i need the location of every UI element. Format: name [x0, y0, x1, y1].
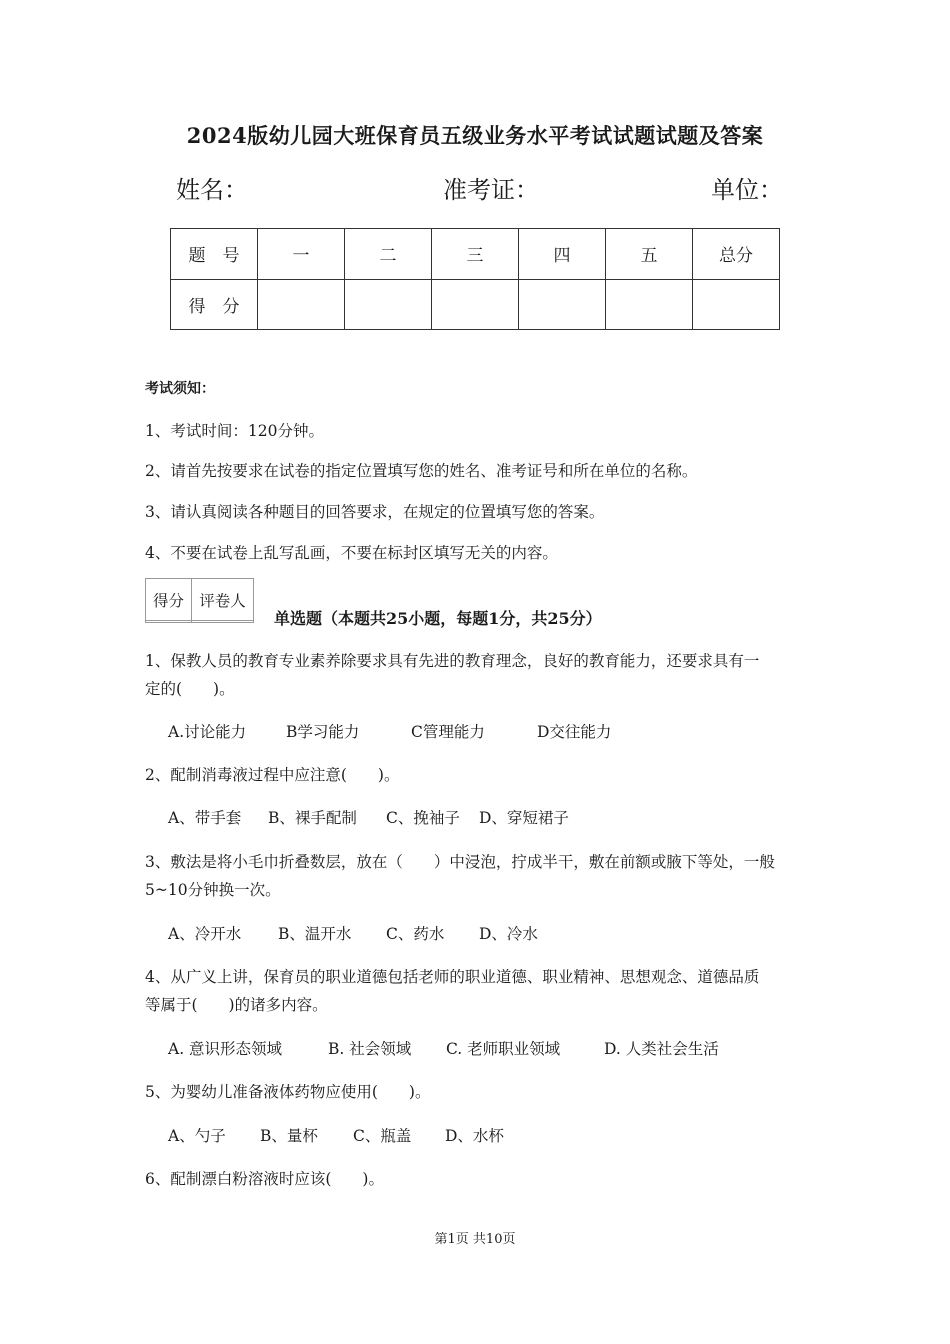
score-table	[170, 228, 780, 330]
score-row-label: 得 分	[171, 279, 258, 330]
option-d[interactable]: D. 人类社会生活	[604, 1040, 719, 1058]
option-a[interactable]: A、冷开水	[168, 925, 242, 943]
option-b[interactable]: B、量杯	[260, 1127, 318, 1145]
grader-box	[145, 578, 254, 623]
option-b[interactable]: B、温开水	[278, 925, 352, 943]
notice-heading: 考试须知：	[145, 381, 215, 397]
option-a[interactable]: A. 意识形态领域	[168, 1040, 283, 1058]
grader-reviewer-cell[interactable]	[192, 621, 254, 623]
question-line: 2、配制消毒液过程中应注意( )。	[145, 766, 400, 784]
option-c[interactable]: C. 老师职业领域	[446, 1040, 561, 1058]
section-title: 单选题（本题共25小题，每题1分，共25分）	[274, 609, 602, 628]
option-a[interactable]: A、带手套	[168, 809, 242, 827]
notice-item: 4、不要在试卷上乱写乱画，不要在标封区填写无关的内容。	[145, 544, 558, 562]
score-header-cell: 二	[345, 229, 432, 280]
score-cell[interactable]	[258, 279, 345, 330]
score-table-header-row	[171, 229, 780, 280]
grader-score-cell[interactable]	[146, 621, 192, 623]
grader-score-label: 得分	[146, 579, 192, 621]
question-line: 1、保教人员的教育专业素养除要求具有先进的教育理念，良好的教育能力，还要求具有一	[145, 652, 760, 670]
score-cell[interactable]	[606, 279, 693, 330]
score-cell[interactable]	[693, 279, 780, 330]
question-line: 定的( )。	[145, 680, 235, 698]
option-b[interactable]: B、裸手配制	[268, 809, 357, 827]
option-b[interactable]: B学习能力	[286, 723, 360, 741]
option-d[interactable]: D、水杯	[445, 1127, 504, 1145]
score-header-cell: 一	[258, 229, 345, 280]
score-cell[interactable]	[519, 279, 606, 330]
page-title: 2024版幼儿园大班保育员五级业务水平考试试题试题及答案	[186, 123, 764, 148]
page-footer: 第1页 共10页	[434, 1232, 516, 1247]
score-header-cell: 四	[519, 229, 606, 280]
option-c[interactable]: C、挽袖子	[386, 809, 460, 827]
score-header-cell: 题 号	[171, 229, 258, 280]
question-line: 5~10分钟换一次。	[145, 881, 281, 899]
option-c[interactable]: C、药水	[386, 925, 445, 943]
option-b[interactable]: B. 社会领域	[328, 1040, 412, 1058]
option-c[interactable]: C、瓶盖	[353, 1127, 412, 1145]
notice-item: 3、请认真阅读各种题目的回答要求，在规定的位置填写您的答案。	[145, 503, 605, 521]
score-header-cell: 三	[432, 229, 519, 280]
notice-item: 2、请首先按要求在试卷的指定位置填写您的姓名、准考证号和所在单位的名称。	[145, 462, 698, 480]
exam-id-label: 准考证：	[443, 176, 539, 204]
option-d[interactable]: D交往能力	[537, 723, 612, 741]
option-a[interactable]: A.讨论能力	[168, 723, 247, 741]
option-c[interactable]: C管理能力	[411, 723, 485, 741]
score-header-cell: 总分	[693, 229, 780, 280]
question-line: 5、为婴幼儿准备液体药物应使用( )。	[145, 1083, 431, 1101]
question-line: 6、配制漂白粉溶液时应该( )。	[145, 1170, 384, 1188]
question-line: 4、从广义上讲，保育员的职业道德包括老师的职业道德、职业精神、思想观念、道德品质	[145, 968, 760, 986]
grader-reviewer-label: 评卷人	[192, 579, 254, 621]
option-a[interactable]: A、勺子	[168, 1127, 226, 1145]
unit-label: 单位：	[711, 176, 783, 204]
option-d[interactable]: D、穿短裙子	[479, 809, 569, 827]
question-line: 等属于( )的诸多内容。	[145, 996, 328, 1014]
notice-item: 1、考试时间：120分钟。	[145, 422, 324, 440]
score-header-cell: 五	[606, 229, 693, 280]
score-cell[interactable]	[345, 279, 432, 330]
score-table-score-row	[171, 279, 780, 330]
name-label: 姓名：	[176, 176, 248, 204]
score-cell[interactable]	[432, 279, 519, 330]
option-d[interactable]: D、冷水	[479, 925, 538, 943]
question-line: 3、敷法是将小毛巾折叠数层，放在（ ）中浸泡，拧成半干，敷在前额或腋下等处，一般	[145, 853, 775, 871]
